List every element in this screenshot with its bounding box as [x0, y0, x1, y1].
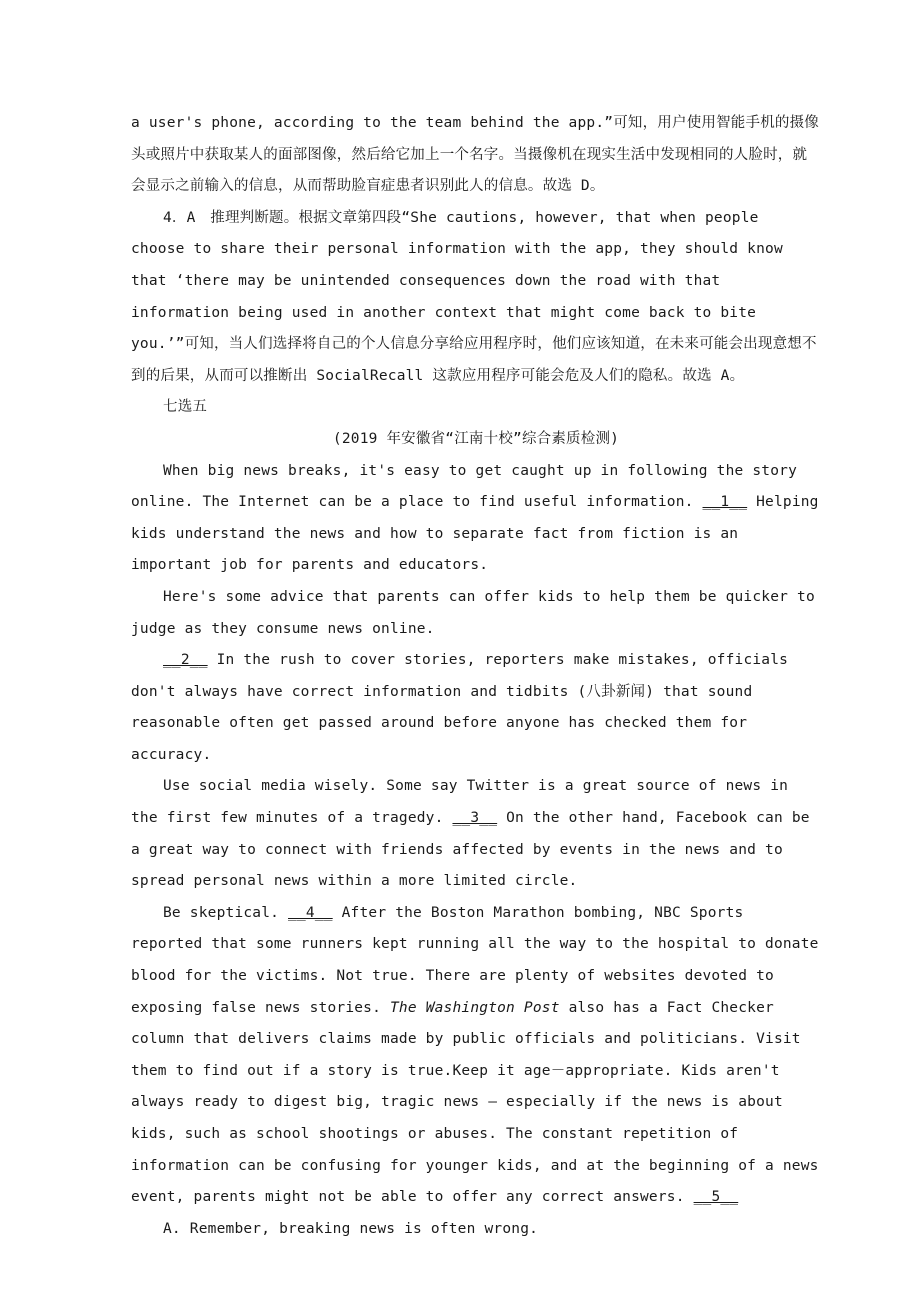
- passage-paragraph-5: Be skeptical. __4__ After the Boston Marathon bombing, NBC Sports reported that some runners kept running all the way to the hospital to donate blood for the victims. Not true. There are plenty of websites devoted to exposing false news stories. The Washington Post also has a Fact Checker column that delivers claims made by public officials and politicians. Visit them to find out if a story is true.Keep it age－appropriate. Kids aren't always ready to digest big, tragic news — especially if the news is about kids, such as school shootings or abuses. The constant repetition of information can be confusing for younger kids, and at the beginning of a news event, parents might not be able to offer any correct answers. __5__: [131, 904, 819, 1206]
- passage-paragraph-1: When big news breaks, it's easy to get caught up in following the story online. The Internet can be a place to find useful information. __1__ Helping kids understand the news and how to separate fact from fiction is an important job for parents and educators.: [131, 462, 819, 574]
- passage-paragraph-3: __2__ In the rush to cover stories, reporters make mistakes, officials don't always have correct information and tidbits (八卦新闻) that sound reasonable often get passed around before anyone has checked them for accuracy.: [131, 652, 789, 763]
- section-heading: 七选五: [163, 399, 208, 416]
- analysis-q4: 4．A 推理判断题。根据文章第四段“She cautions, however, that when people choose to share their personal information with the app, they should know that ‘there may be unintended consequences down the road with that information being used in another context that might come back to bite you.’”可知，当人们选择将自己的个人信息分享给应用程序时，他们应该知道，在未来可能会出现意想不到的后果，从而可以推断出 SocialRecall 这款应用程序可能会危及人们的隐私。故选 A。: [131, 209, 817, 384]
- blank-1: __1__: [702, 494, 748, 511]
- analysis-q3-end: a user's phone, according to the team behind the app.”可知，用户使用智能手机的摄像头或照片中获取某人的面部图像，然后给它加上一个名字。当摄像机在现实生活中发现相同的人脸时，就会显示之前输入的信息，从而帮助脸盲症患者识别此人的信息。故选 D。: [131, 115, 820, 195]
- blank-2: __2__: [163, 652, 208, 669]
- section-source: (2019 年安徽省“江南十校”综合素质检测): [332, 430, 620, 447]
- passage-paragraph-4: Use social media wisely. Some say Twitter is a great source of news in the first few minutes of a tragedy. __3__ On the other hand, Facebook can be a great way to connect with friends affected by events in the news and to spread personal news within a more limited circle.: [131, 778, 810, 890]
- blank-4: __4__: [288, 904, 333, 921]
- document-page: [131, 108, 821, 1245]
- passage-paragraph-2: Here's some advice that parents can offer kids to help them be quicker to judge as they consume news online.: [131, 588, 815, 637]
- option-a: A. Remember, breaking news is often wrong.: [163, 1220, 539, 1237]
- newspaper-title: The Washington Post: [389, 999, 560, 1016]
- blank-5: __5__: [693, 1189, 739, 1206]
- blank-3: __3__: [452, 810, 498, 827]
